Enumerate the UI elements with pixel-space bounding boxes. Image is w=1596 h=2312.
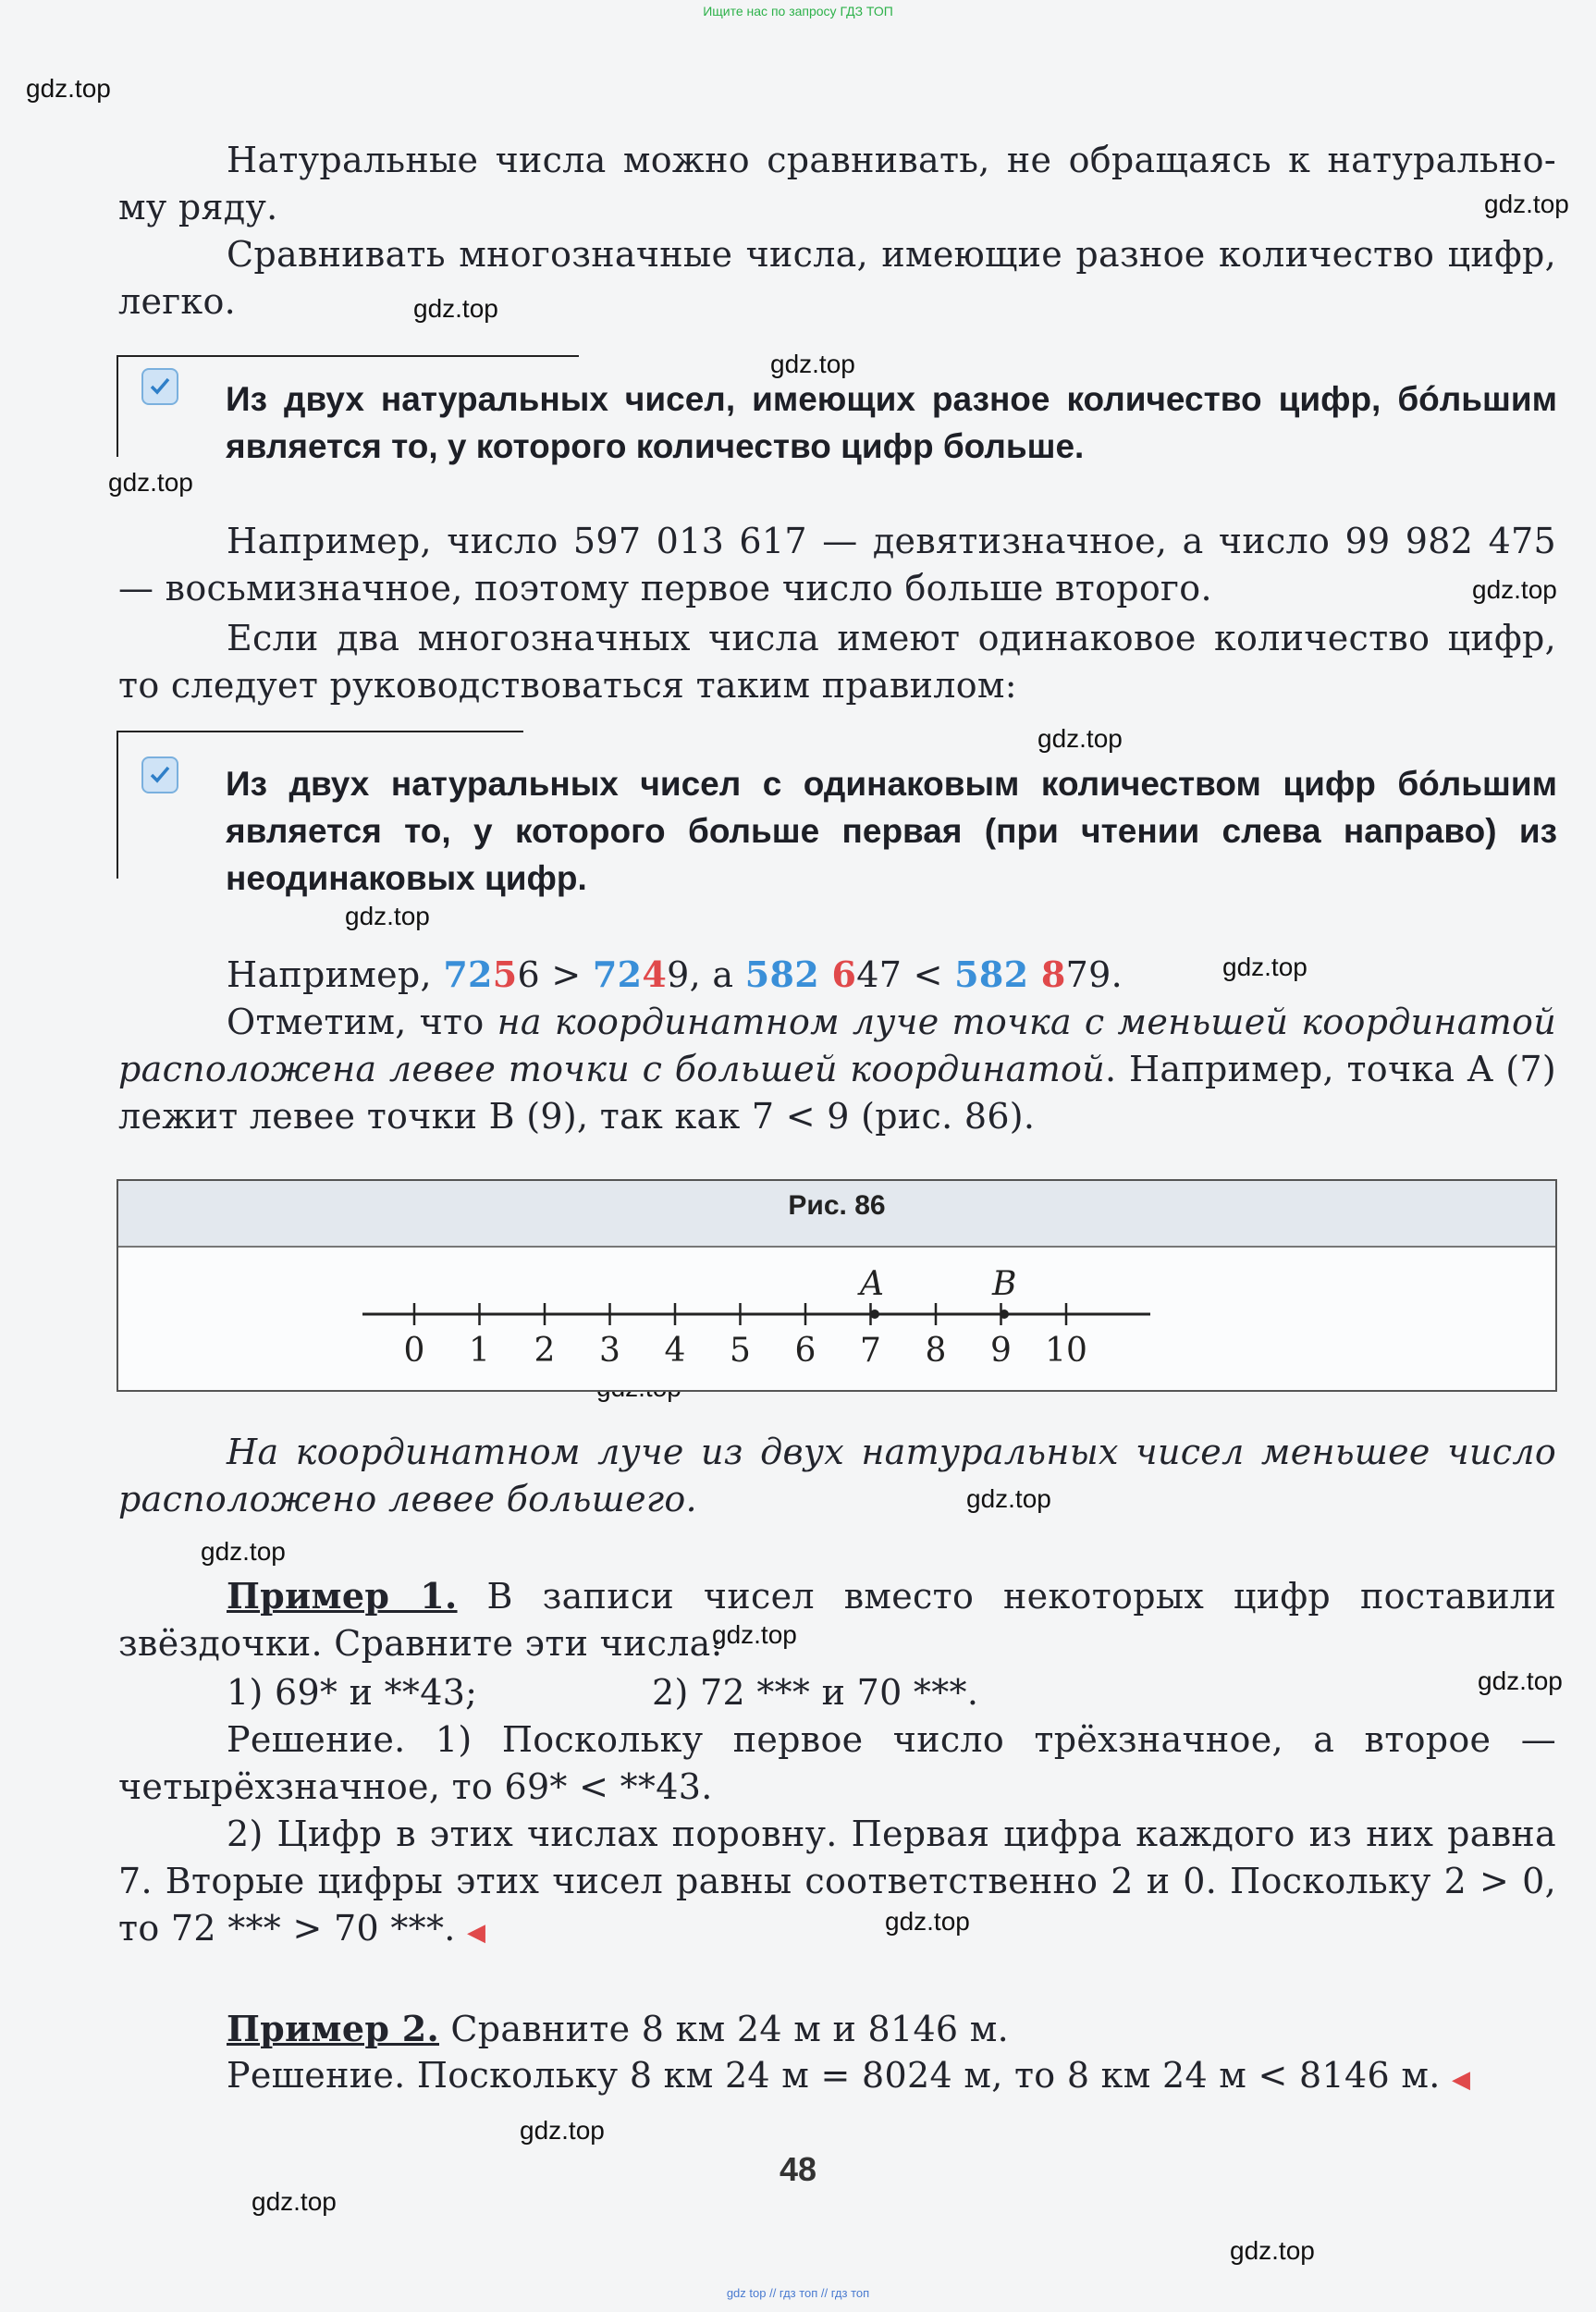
- example-1-statement: [118, 1572, 1556, 1667]
- rule-frame-left: [117, 355, 118, 457]
- watermark: gdz.top: [712, 1620, 797, 1649]
- point-a-label: A: [860, 1265, 884, 1303]
- tick-label: 6: [794, 1332, 816, 1370]
- paragraph-example-digits: Например, число 597 013 617 — девятизначное, а число 99 982 475 — восьмизначное, поэтому первое число больше второго.: [118, 521, 1556, 609]
- point-b-dot: [1000, 1310, 1009, 1319]
- example-1-solution-2: [118, 1811, 1556, 1957]
- example-comparison-line: [118, 951, 1556, 999]
- watermark: gdz.top: [520, 2116, 605, 2145]
- tick-label: 8: [925, 1332, 947, 1370]
- highlight-same-digits: 72: [443, 953, 493, 995]
- example-1-solution-2-text: 2) Цифр в этих числах поровну. Первая цифра каждого из них равна 7. Вторые цифры этих чисел равны соответственно 2 и 0. Поскольку 2 > 0, то 72 *** > 70 ***.: [118, 1814, 1556, 1949]
- rule-frame-left: [117, 731, 118, 879]
- example-1-label: Пример 1.: [227, 1575, 458, 1617]
- example-2-label: Пример 2.: [227, 2008, 439, 2049]
- highlight-same-digits: 582: [744, 953, 832, 995]
- example-lead: Например,: [227, 954, 444, 995]
- watermark: gdz.top: [252, 2187, 337, 2216]
- watermark: gdz.top: [345, 902, 430, 930]
- rule-same-digit-count: Из двух натуральных чисел с одинаковым количеством цифр бóльшим является то, у которого больше первая (при чтении слева направо) из неодинаковых цифр.: [226, 765, 1557, 897]
- watermark: gdz.top: [413, 294, 498, 323]
- highlight-diff-digit: 8: [1040, 953, 1066, 995]
- watermark: gdz.top: [770, 350, 855, 378]
- watermark: gdz.top: [1222, 953, 1307, 981]
- highlight-diff-digit: 4: [642, 953, 668, 995]
- tick-label: 10: [1045, 1332, 1087, 1370]
- tick-label: 5: [730, 1332, 751, 1370]
- tick-label: 3: [599, 1332, 620, 1370]
- watermark: gdz.top: [201, 1537, 286, 1566]
- tick-label: 1: [469, 1332, 490, 1370]
- watermark: gdz.top: [1478, 1666, 1563, 1695]
- tick-label: 7: [860, 1332, 881, 1370]
- top-banner: Ищите нас по запросу ГДЗ ТОП: [703, 4, 893, 18]
- paragraph-same-digits: Если два многозначных числа имеют одинаковое количество цифр, то следует руководствоваться таким правилом:: [118, 618, 1556, 706]
- highlight-diff-digit: 6: [831, 953, 857, 995]
- example-2-solution-text: Решение. Поскольку 8 км 24 м = 8024 м, то 8 км 24 м < 8146 м.: [227, 2055, 1441, 2096]
- number-rest: 6 >: [517, 954, 593, 995]
- example-2-text: Сравните 8 км 24 м и 8146 м.: [439, 2009, 1010, 2049]
- example-2-solution: [118, 2052, 1556, 2104]
- example-1-item-1: 1) 69* и **43;: [227, 1672, 478, 1713]
- tick-label: 9: [990, 1332, 1012, 1370]
- watermark: gdz.top: [1230, 2236, 1315, 2265]
- example-1-text: В записи чисел вместо некоторых цифр поставили звёздочки. Сравните эти числа:: [118, 1576, 1556, 1664]
- example-1-solution-1: Решение. 1) Поскольку первое число трёхзначное, а второе — четырёхзначное, то 69* < **43.: [118, 1719, 1556, 1807]
- page-number: 48: [779, 2150, 817, 2188]
- number-line: [118, 1248, 1555, 1390]
- tick-label: 4: [664, 1332, 686, 1370]
- number-rest: 47 <: [856, 954, 955, 995]
- checkbox-icon: [141, 756, 178, 793]
- point-b-label: B: [992, 1265, 1017, 1303]
- watermark: gdz.top: [966, 1484, 1051, 1513]
- tick-label: 2: [534, 1332, 556, 1370]
- paragraph-coordinate-rule: На координатном луче из двух натуральных чисел меньшее число расположено левее большего.: [118, 1432, 1556, 1519]
- watermark: gdz.top: [1037, 724, 1123, 753]
- paragraph-coordinate-note: [118, 999, 1556, 1140]
- number-rest: 79.: [1065, 954, 1123, 995]
- footer-links: gdz top // гдз топ // гдз топ: [726, 2286, 870, 2300]
- note-tail: . Например, точка A (7) лежит левее точки B (9), так как 7 < 9 (рис. 86).: [118, 1049, 1557, 1137]
- paragraph-intro: Натуральные числа можно сравнивать, не обращаясь к натурально-му ряду.: [118, 140, 1556, 228]
- watermark: gdz.top: [885, 1907, 970, 1936]
- rule-frame-top: [117, 355, 579, 357]
- highlight-same-digits: 582: [954, 953, 1041, 995]
- highlight-diff-digit: 5: [492, 953, 518, 995]
- number-rest: 9, а: [667, 954, 745, 995]
- watermark: gdz.top: [108, 468, 193, 497]
- end-marker-icon: ◀: [467, 1919, 486, 1947]
- watermark: gdz.top: [26, 74, 111, 103]
- paragraph-compare: Сравнивать многозначные числа, имеющие разное количество цифр, легко.: [118, 234, 1556, 322]
- note-italic: на координатном луче точка с меньшей координатой расположена левее точки с большей координатой: [118, 1002, 1556, 1089]
- watermark: gdz.top: [1484, 190, 1569, 218]
- checkbox-icon: [141, 368, 178, 405]
- rule-different-digit-count: Из двух натуральных чисел, имеющих разное количество цифр, бóльшим является то, у которого количество цифр больше.: [226, 380, 1557, 465]
- example-2-statement: [118, 2005, 1556, 2053]
- highlight-same-digits: 72: [592, 953, 643, 995]
- note-lead: Отметим, что: [227, 1002, 497, 1042]
- watermark: gdz.top: [1472, 575, 1557, 604]
- point-a-dot: [870, 1310, 879, 1319]
- tick-label: 0: [403, 1332, 425, 1370]
- figure-86-title: Рис. 86: [788, 1190, 886, 1221]
- end-marker-icon: ◀: [1451, 2066, 1471, 2094]
- rule-frame-top: [117, 731, 523, 732]
- example-1-item-2: 2) 72 *** и 70 ***.: [652, 1672, 979, 1713]
